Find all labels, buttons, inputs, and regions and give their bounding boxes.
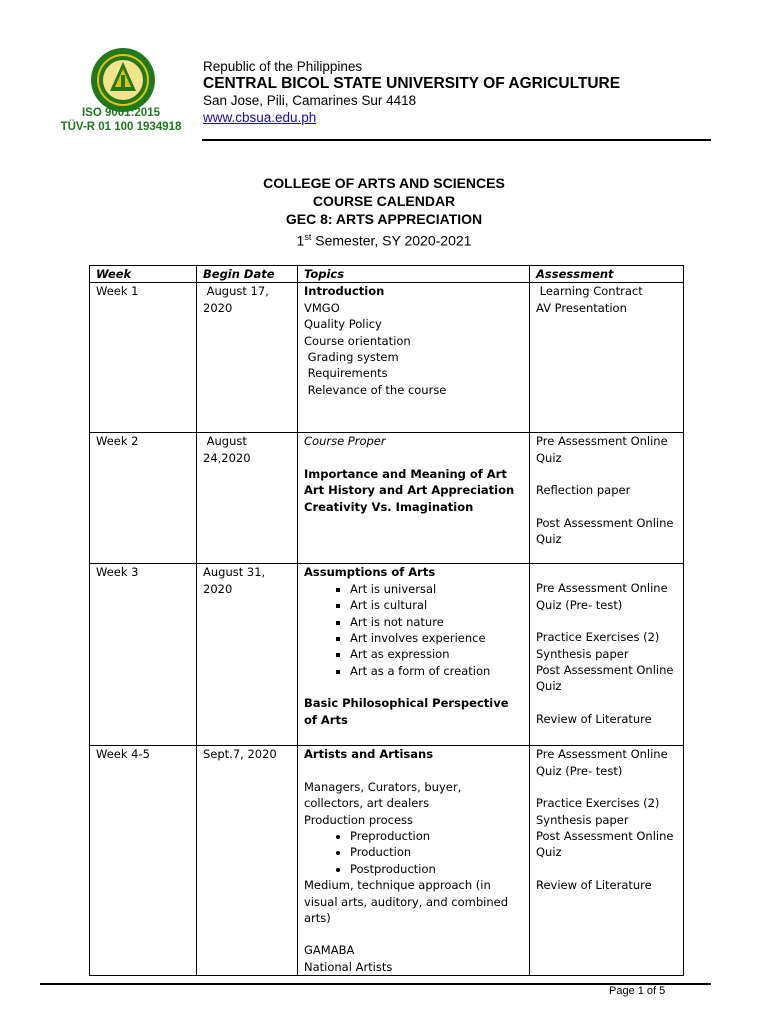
assessment-item: Learning Contract	[536, 284, 643, 299]
cell-date: August 17, 2020	[197, 283, 298, 433]
topic-line: VMGO	[304, 300, 340, 315]
cell-topics	[298, 283, 530, 433]
assessment-item: Review of Literature	[536, 877, 652, 892]
list-item: ▪ Art as expression	[350, 646, 523, 662]
assessment-item: Reflection paper	[536, 483, 631, 498]
col-header-week: Week	[90, 266, 197, 283]
country-text: Republic of the Philippines	[203, 59, 363, 74]
topic-line: Production process	[304, 812, 414, 827]
semester-line	[0, 228, 768, 250]
list-item: • Production	[350, 844, 523, 860]
course-name: GEC 8: ARTS APPRECIATION	[285, 211, 483, 227]
website-link[interactable]: www.cbsua.edu.ph	[203, 110, 317, 125]
iso-line-1: ISO 9001:2015	[81, 107, 160, 119]
table-row	[90, 283, 684, 433]
topic-footer: Basic Philosophical Perspective of Arts	[304, 696, 509, 727]
cell-week: Week 1	[90, 283, 197, 433]
cell-assessment	[530, 433, 684, 564]
topic-line: Art History and Art Appreciation	[304, 483, 515, 498]
cell-assessment	[530, 283, 684, 433]
table-header-row	[90, 266, 684, 283]
topic-line: Grading system	[304, 350, 399, 365]
doc-type: COURSE CALENDAR	[312, 193, 456, 209]
header-divider	[202, 139, 711, 141]
col-header-begin-date: Begin Date	[197, 266, 298, 283]
assessment-item: Pre Assessment Online Quiz (Pre- test)	[536, 747, 668, 778]
letterhead	[203, 58, 620, 126]
cell-topics	[298, 564, 530, 746]
table-row	[90, 433, 684, 564]
cell-assessment	[530, 746, 684, 976]
assessment-item: Post Assessment Online Quiz	[536, 663, 674, 694]
document-title	[0, 174, 768, 250]
assessment-item: Review of Literature	[536, 711, 652, 726]
cell-date: August 31, 2020	[197, 564, 298, 746]
course-calendar-table	[89, 265, 684, 976]
university-seal-logo	[90, 47, 156, 113]
assessment-item: Synthesis paper	[536, 646, 629, 661]
assessment-item: Post Assessment Online Quiz	[536, 515, 674, 547]
assessment-item: Practice Exercises (2)	[536, 630, 660, 645]
topic-line: Relevance of the course	[304, 382, 447, 397]
list-item: • Preproduction	[350, 828, 523, 844]
list-item: • Postproduction	[350, 861, 523, 877]
cell-date: August 24,2020	[197, 433, 298, 564]
iso-certification	[40, 106, 202, 134]
university-name: CENTRAL BICOL STATE UNIVERSITY OF AGRICULTURE	[203, 75, 621, 92]
cell-topics	[298, 433, 530, 564]
topic-line: National Artists	[304, 959, 393, 974]
topic-title: Artists and Artisans	[304, 747, 434, 762]
list-item: ▪ Art is universal	[350, 581, 523, 597]
cell-date: Sept.7, 2020	[197, 746, 298, 976]
cell-topics	[298, 746, 530, 976]
cell-assessment	[530, 564, 684, 746]
topic-line: Managers, Curators, buyer, collectors, art dealers	[304, 779, 462, 811]
topic-bullet-list	[304, 828, 523, 877]
college-name: COLLEGE OF ARTS AND SCIENCES	[263, 175, 505, 191]
list-item: ▪ Art is not nature	[350, 614, 523, 630]
col-header-assessment: Assessment	[530, 266, 684, 283]
page-number: Page 1 of 5	[609, 985, 666, 997]
topic-line: Quality Policy	[304, 317, 382, 332]
sem-superscript: st	[304, 232, 312, 242]
topic-intro: Course Proper	[304, 434, 386, 449]
topic-line: Importance and Meaning of Art	[304, 466, 507, 481]
sem-text: Semester, SY 2020-2021	[311, 232, 472, 249]
col-header-topics: Topics	[298, 266, 530, 283]
assessment-item: AV Presentation	[536, 300, 627, 315]
address-text: San Jose, Pili, Camarines Sur 4418	[203, 93, 417, 108]
topic-title: Introduction	[304, 284, 385, 299]
assessment-item: Pre Assessment Online Quiz	[536, 434, 668, 465]
cell-week: Week 2	[90, 433, 197, 564]
cell-week: Week 3	[90, 564, 197, 746]
topic-line: Medium, technique approach (in visual arts, auditory, and combined arts)	[304, 878, 508, 926]
topic-line: GAMABA	[304, 943, 355, 958]
topic-line: Creativity Vs. Imagination	[304, 499, 474, 514]
list-item: ▪ Art is cultural	[350, 597, 523, 613]
table-row	[90, 564, 684, 746]
table-row	[90, 746, 684, 976]
sem-number: 1	[296, 232, 305, 249]
assessment-item: Practice Exercises (2)	[536, 796, 660, 811]
iso-line-2: TÜV-R 01 100 1934918	[60, 121, 182, 133]
topic-bullet-list	[304, 581, 523, 679]
topic-line: Course orientation	[304, 333, 411, 348]
assessment-item: Synthesis paper	[536, 812, 629, 827]
list-item: ▪ Art involves experience	[350, 630, 523, 646]
list-item: ▪ Art as a form of creation	[350, 663, 523, 679]
topic-line: Requirements	[304, 366, 388, 381]
assessment-item: Post Assessment Online Quiz	[536, 829, 674, 860]
topic-title: Assumptions of Arts	[304, 565, 436, 580]
assessment-item: Pre Assessment Online Quiz (Pre- test)	[536, 581, 668, 612]
cell-week: Week 4-5	[90, 746, 197, 976]
